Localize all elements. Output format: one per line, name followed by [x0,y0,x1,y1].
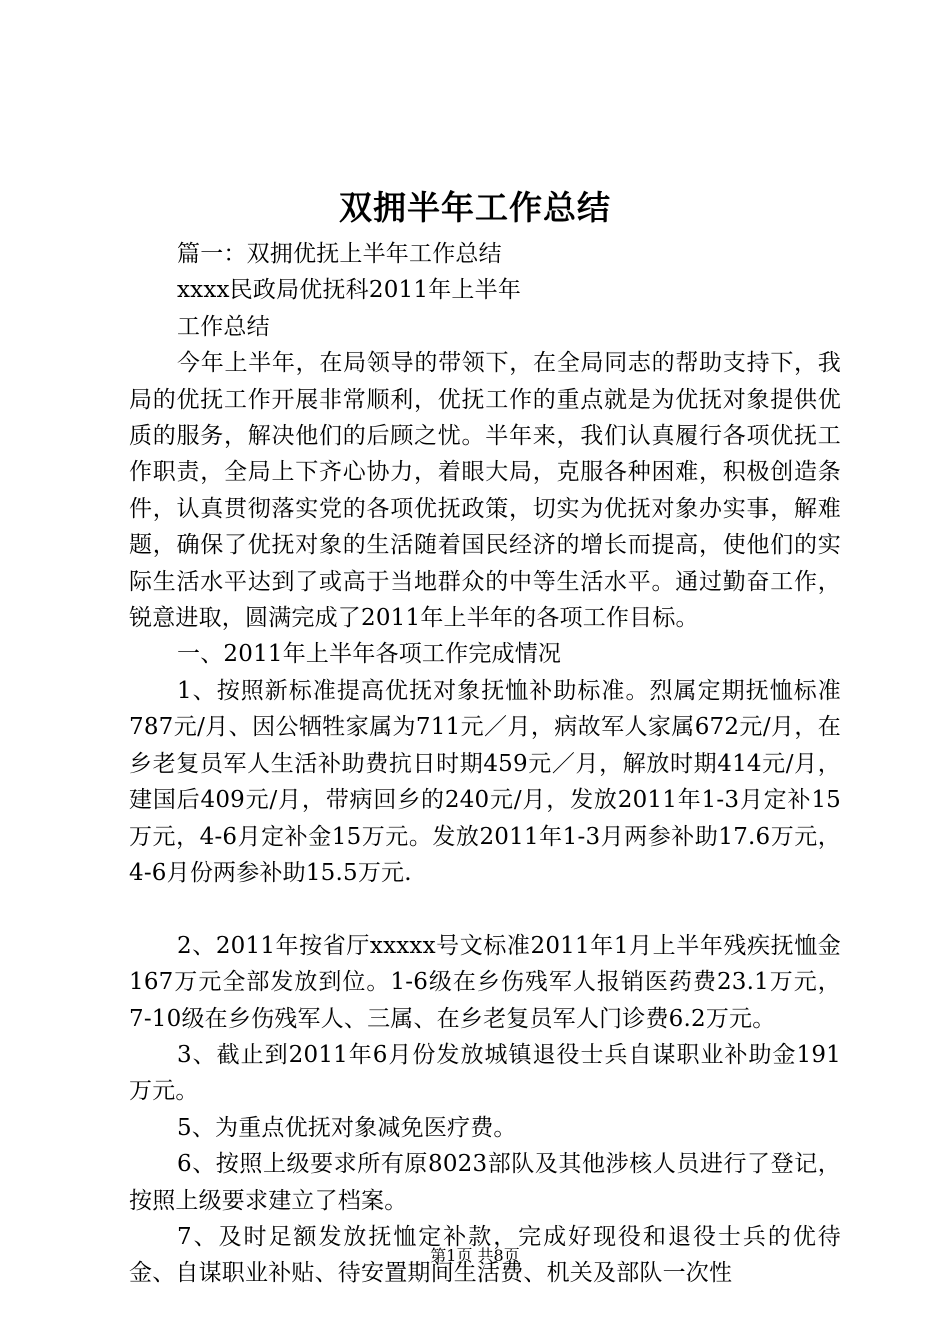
item-paragraph-1: 1、按照新标准提高优抚对象抚恤补助标准。烈属定期抚恤标准787元/月、因公牺牲家属为711元／月，病故军人家属672元/月，在乡老复员军人生活补助费抗日时期459元／月，解放时期414元/月，建国后409元/月，带病回乡的240元/月，发放2011年1-3月定补15万元，4-6月定补金15万元。发放2011年1-3月两参补助17.6万元，4-6月份两参补助15.5万元. [129,677,841,886]
blank-line [129,891,841,927]
report-title-line: 工作总结 [177,313,270,340]
report-unit-line: xxxx民政局优抚科2011年上半年 [177,277,522,304]
item-paragraph-2: 2、2011年按省厅xxxxx号文标准2011年1月上半年残疾抚恤金167万元全部发放到位。1-6级在乡伤残军人报销医药费23.1万元，7-10级在乡伤残军人、三属、在乡老复员军人门诊费6.2万元。 [129,932,841,1032]
section-heading: 篇一：双拥优抚上半年工作总结 [177,241,502,267]
intro-paragraph: 今年上半年，在局领导的带领下，在全局同志的帮助支持下，我局的优抚工作开展非常顺利，优抚工作的重点就是为优抚对象提供优质的服务，解决他们的后顾之忧。半年来，我们认真履行各项优抚工作职责，全局上下齐心协力，着眼大局，克服各种困难，积极创造条件，认真贯彻落实党的各项优抚政策，切实为优抚对象办实事，解难题，确保了优抚对象的生活随着国民经济的增长而提高，使他们的实际生活水平达到了或高于当地群众的中等生活水平。通过勤奋工作，锐意进取，圆满完成了2011年上半年的各项工作目标。 [129,350,841,632]
document-body [129,236,841,1292]
subsection-heading: 一、2011年上半年各项工作完成情况 [177,641,562,668]
document-title: 双拥半年工作总结 [339,188,611,227]
page-number: 第1页 共8页 [430,1246,520,1265]
item-paragraph-7: 7、及时足额发放抚恤定补款，完成好现役和退役士兵的优待金、自谋职业补贴、待安置期间生活费、机关及部队一次性 [129,1223,841,1287]
item-paragraph-3: 3、截止到2011年6月份发放城镇退役士兵自谋职业补助金191万元。 [129,1041,841,1105]
item-paragraph-6: 6、按照上级要求所有原8023部队及其他涉核人员进行了登记，按照上级要求建立了档案。 [129,1151,841,1214]
item-paragraph-5: 5、为重点优抚对象减免医疗费。 [177,1114,517,1141]
